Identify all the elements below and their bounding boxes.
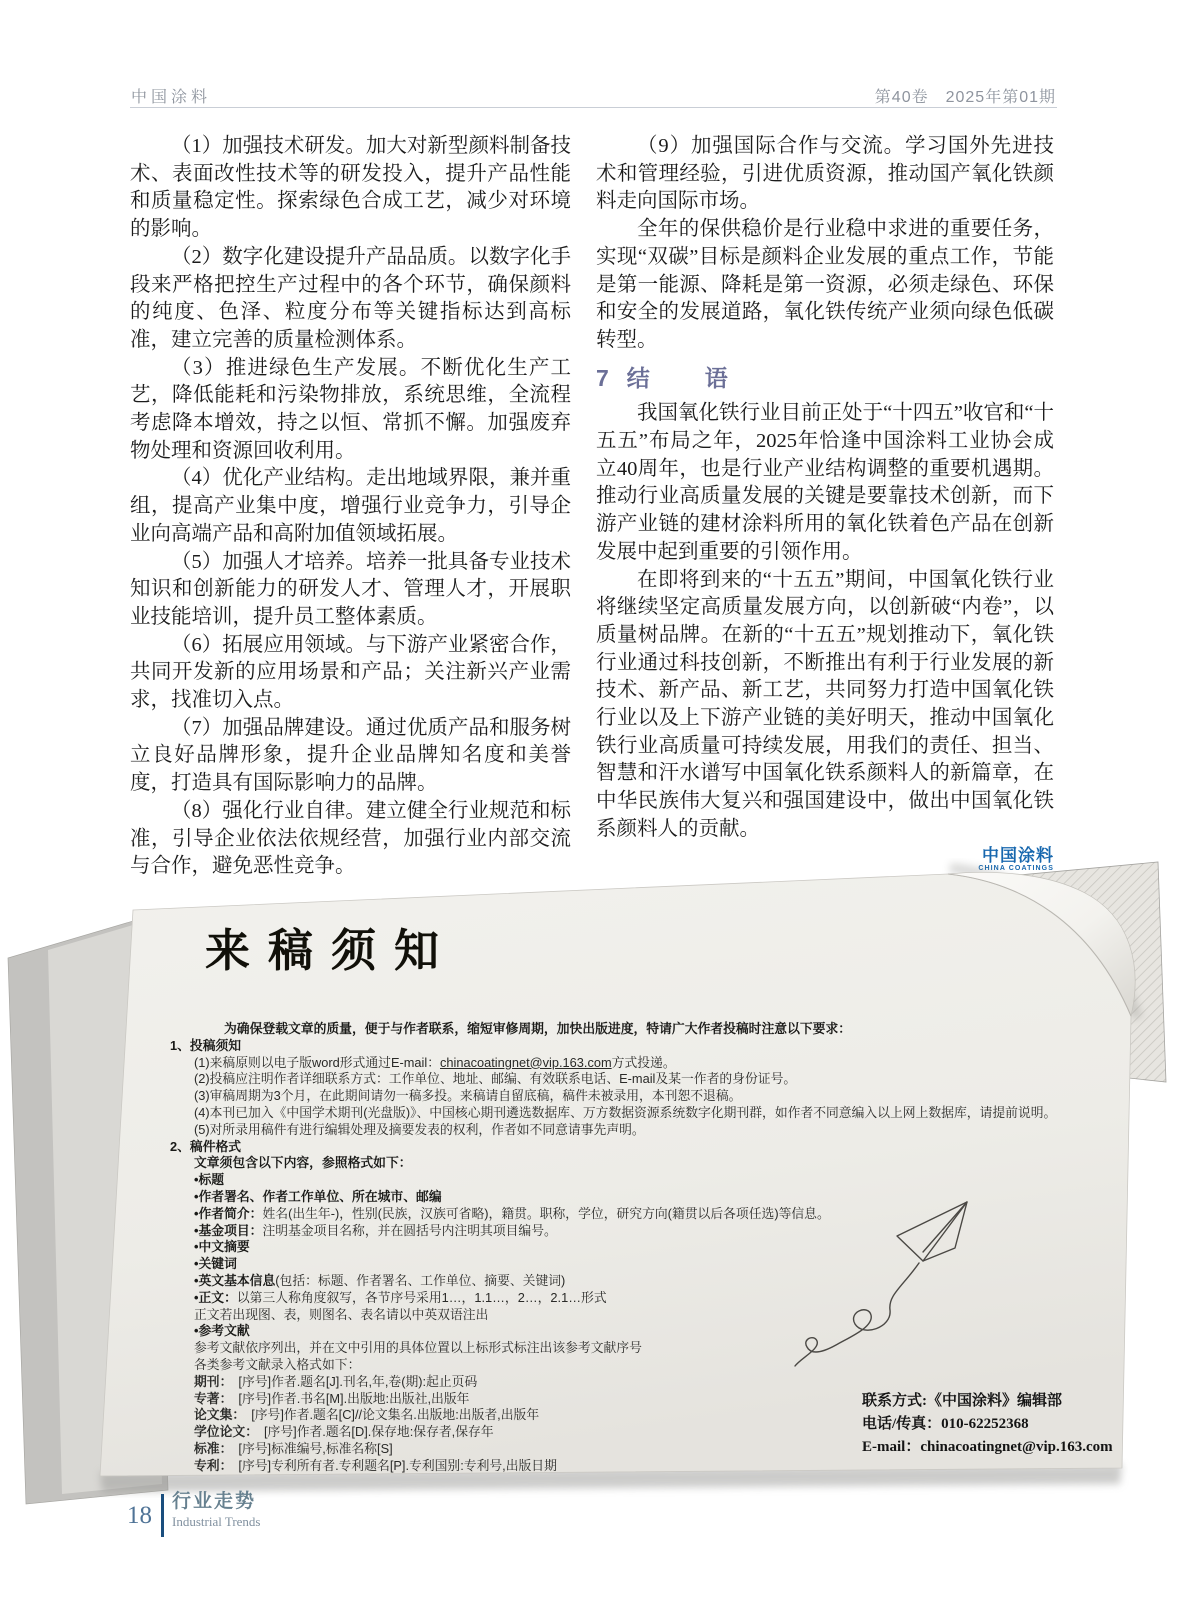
contact-block [862, 1390, 1113, 1459]
submission-email: chinacoatingnet@vip.163.com [440, 1054, 612, 1070]
reference-format: 专利： [序号]专利所有者.专利题名[P].专利国别:专利号,出版日期 [194, 1457, 557, 1473]
notice-bullet: •参考文献 [194, 1323, 250, 1339]
notice-item: (4)本刊已加入《中国学术期刊(光盘版)》、中国核心期刊遴选数据库、万方数据资源系统数字化期刊群，如作者不同意编入以上网上数据库，请提前说明。 [194, 1104, 1057, 1120]
notice-title: 来稿须知 [205, 925, 458, 976]
page-number: 18 [127, 1502, 152, 1529]
paragraph: （2）数字化建设提升产品品质。以数字化手段来严格把控生产过程中的各个环节，确保颜料的纯度、色泽、粒度分布等关键指标达到高标准，建立完善的质量检测体系。 [130, 245, 571, 351]
page-footer [127, 1492, 260, 1537]
reference-format: 期刊： [序号]作者.题名[J].刊名,年,卷(期):起止页码 [194, 1373, 478, 1389]
issue-info: 第40卷 2025年第01期 [874, 89, 1056, 106]
notice-section1-label: 1、投稿须知 [170, 1037, 242, 1053]
paragraph: （4）优化产业结构。走出地域界限，兼并重组，提高产业集中度，增强行业竞争力，引导企业向高端产品和高附加值领域拓展。 [130, 467, 571, 545]
notice-bullet: •正文：以第三人称角度叙写，各节序号采用1…，1.1…，2…，2.1…形式 [194, 1289, 607, 1305]
footer-divider [161, 1494, 164, 1537]
logo-en: CHINA COATINGS [978, 865, 1054, 873]
paragraph: 我国氧化铁行业目前正处于“十四五”收官和“十五五”布局之年，2025年恰逢中国涂料工业协会成立40周年，也是行业产业结构调整的重要机遇期。推动行业高质量发展的关键是要靠技术创新，而下游产业链的建材涂料所用的氧化铁着色产品在创新发展中起到重要的引领作用。 [596, 402, 1054, 563]
reference-format: 标准： [序号]标准编号,标准名称[S] [194, 1440, 393, 1456]
paragraph: （9）加强国际合作与交流。学习国外先进技术和管理经验，引进优质资源，推动国产氧化铁颜料走向国际市场。 [596, 135, 1054, 213]
notice-bullet: •作者简介：姓名(出生年-)，性别(民族，汉族可省略)，籍贯。职称，学位，研究方向(籍贯以后各项任选)等信息。 [194, 1205, 830, 1221]
notice-sub: 文章须包含以下内容，参照格式如下： [194, 1155, 412, 1171]
notice-intro: 为确保登载文章的质量，便于与作者联系，缩短审修周期，加快出版进度，特请广大作者投稿时注意以下要求： [224, 1021, 852, 1036]
section-heading [596, 365, 1054, 393]
notice-bullet: •作者署名、作者工作单位、所在城市、邮编 [194, 1188, 442, 1204]
notice-line: 参考文献依序列出，并在文中引用的具体位置以上标形式标注出该参考文献序号 [194, 1340, 642, 1356]
notice-bullet: •标题 [194, 1172, 225, 1188]
paragraph: 在即将到来的“十五五”期间，中国氧化铁行业将继续坚定高质量发展方向，以创新破“内卷”，以质量树品牌。在新的“十五五”规划推动下，氧化铁行业通过科技创新，不断推出有利于行业发展的新技术、新产品、新工艺，共同努力打造中国氧化铁行业以及上下游产业链的美好明天，推动中国氧化铁行业高质量可持续发展，用我们的责任、担当、智慧和汗水谱写中国氧化铁系颜料人的新篇章，在中华民族伟大复兴和强国建设中，做出中国氧化铁系颜料人的贡献。 [596, 568, 1054, 840]
paragraph: 全年的保供稳价是行业稳中求进的重要任务，实现“双碳”目标是颜料企业发展的重点工作，节能是第一能源、降耗是第一资源，必须走绿色、环保和安全的发展道路，氧化铁传统产业须向绿色低碳转型。 [596, 218, 1054, 351]
contact-line: 电话/传真：010-62252368 [862, 1416, 1029, 1432]
reference-format: 论文集： [序号]作者.题名[C]//论文集名.出版地:出版者,出版年 [194, 1407, 540, 1423]
paragraph: （6）拓展应用领域。与下游产业紧密合作，共同开发新的应用场景和产品；关注新兴产业需求，找准切入点。 [130, 633, 571, 712]
column-name-en: Industrial Trends [172, 1513, 261, 1529]
article-right-column [596, 133, 1054, 873]
notice-bullet: •基金项目：注明基金项目名称，并在圆括号内注明其项目编号。 [194, 1222, 557, 1238]
paragraph: （7）加强品牌建设。通过优质产品和服务树立良好品牌形象，提升企业品牌知名度和美誉度，打造具有国际影响力的品牌。 [130, 716, 571, 795]
reference-format: 学位论文： [序号]作者.题名[D].保存地:保存者,保存年 [194, 1424, 494, 1440]
paragraph: （1）加强技术研发。加大对新型颜料制备技术、表面改性技术等的研发投入，提升产品性能和质量稳定性。探索绿色合成工艺，减少对环境的影响。 [130, 135, 571, 241]
reference-format: 专著： [序号]作者.书名[M].出版地:出版社,出版年 [194, 1390, 470, 1406]
journal-title: 中国涂料 [131, 89, 212, 106]
notice-item: (1)来稿原则以电子版word形式通过E-mail：chinacoatingnet@vip.163.com方式投递。 [194, 1054, 676, 1070]
notice-item: (5)对所录用稿件有进行编辑处理及摘要发表的权利，作者如不同意请事先声明。 [194, 1121, 645, 1137]
notice-bullet: •关键词 [194, 1256, 237, 1272]
paragraph: （5）加强人才培养。培养一批具备专业技术知识和创新能力的研发人才、管理人才，开展职业技能培训，提升员工整体素质。 [130, 550, 571, 628]
contact-line: 联系方式:《中国涂料》编辑部 [862, 1393, 1062, 1409]
logo-zh: 中国涂料 [982, 845, 1054, 865]
notice-section2-label: 2、稿件格式 [170, 1138, 242, 1154]
column-name-block [172, 1492, 260, 1529]
paragraph: （8）强化行业自律。建立健全行业规范和标准，引导企业依法依规经营，加强行业内部交流与合作，避免恶性竞争。 [130, 799, 571, 878]
contact-line: E-mail：chinacoatingnet@vip.163.com [862, 1439, 1113, 1455]
notice-bullet: •英文基本信息(包括：标题、作者署名、工作单位、摘要、关键词) [194, 1272, 566, 1288]
section-number: 7 [596, 364, 609, 391]
paragraph: （3）推进绿色生产发展。不断优化生产工艺，降低能耗和污染物排放，系统思维，全流程考虑降本增效，持之以恒、常抓不懈。加强废弃物处理和资源回收利用。 [130, 356, 571, 462]
article-left-column [130, 133, 571, 881]
notice-item: (2)投稿应注明作者详细联系方式：工作单位、地址、邮编、有效联系电话、E-mail及某一作者的身份证号。 [194, 1071, 797, 1087]
column-name: 行业走势 [172, 1491, 257, 1512]
section-title: 结 语 [626, 364, 744, 391]
notice-bullet: •中文摘要 [194, 1239, 250, 1255]
notice-line: 各类参考文献录入格式如下： [194, 1356, 361, 1372]
header-rule [130, 107, 1057, 108]
notice-line: 正文若出现图、表，则图名、表名请以中英双语注出 [194, 1306, 489, 1322]
notice-item: (3)审稿周期为3个月，在此期间请勿一稿多投。来稿请自留底稿，稿件未被录用，本刊恕不退稿。 [194, 1088, 742, 1104]
